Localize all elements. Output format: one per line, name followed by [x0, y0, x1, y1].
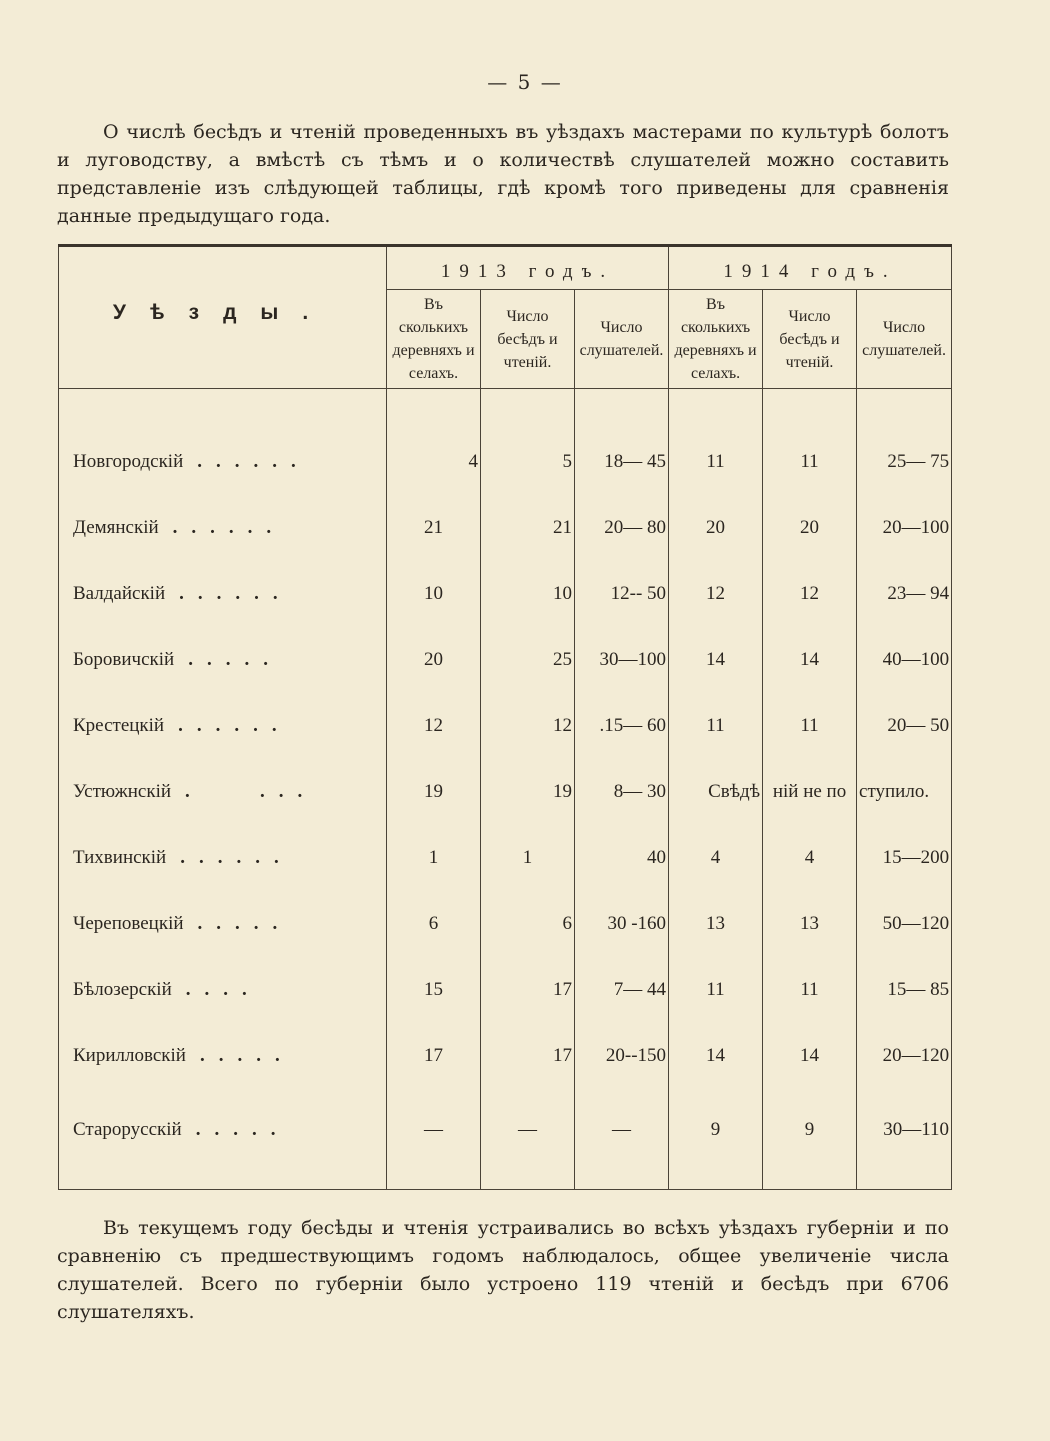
listeners-1913: 20— 80	[575, 495, 669, 561]
talks-1914: 4	[763, 825, 857, 891]
table-row	[59, 1023, 952, 1089]
villages-1914: 14	[669, 1023, 763, 1089]
talks-1913: 17	[481, 1023, 575, 1089]
table-row	[59, 693, 952, 759]
closing-paragraph: Въ текущемъ году бесѣды и чтенія устраивались во всѣхъ уѣздахъ губерніи и по сравненію съ предшествующимъ годомъ наблюдалось, общее увеличеніе числа слушателей. Всего по губерніи было устроено 119 чтеній и бесѣдъ при 6706 слушателяхъ.	[57, 1217, 949, 1323]
talks-1914: 12	[763, 561, 857, 627]
table-row	[59, 957, 952, 1023]
listeners-1913: 20--150	[575, 1023, 669, 1089]
district-name: Тихвинскій ......	[59, 825, 387, 891]
villages-1914: 9	[669, 1089, 763, 1190]
villages-1914: 11	[669, 389, 763, 496]
villages-1914: 12	[669, 561, 763, 627]
villages-1913: 19	[387, 759, 481, 825]
talks-1913: 25	[481, 627, 575, 693]
col-talks-1914: Число бесѣдъ и чтеній.	[763, 290, 857, 389]
listeners-1913: 30 -160	[575, 891, 669, 957]
district-name: Кирилловскій .....	[59, 1023, 387, 1089]
talks-1913: 12	[481, 693, 575, 759]
district-name: Бѣлозерскій ....	[59, 957, 387, 1023]
talks-1913: 5	[481, 389, 575, 496]
intro-paragraph: О числѣ бесѣдъ и чтеній проведенныхъ въ уѣздахъ мастерами по культурѣ болотъ и луговодству, а вмѣстѣ съ тѣмъ и о количествѣ слушателей можно составить представленіе изъ слѣдующей таблицы, гдѣ кромѣ того приведены для сравненія данные предыдущаго года.	[57, 121, 949, 227]
listeners-1914: 20—120	[857, 1023, 952, 1089]
villages-1913: 4	[387, 389, 481, 496]
talks-1913: 19	[481, 759, 575, 825]
listeners-1914: 40—100	[857, 627, 952, 693]
col-villages-1914: Въ сколькихъ деревняхъ и селахъ.	[669, 290, 763, 389]
villages-1913: 15	[387, 957, 481, 1023]
villages-1913: 20	[387, 627, 481, 693]
col-listeners-1914: Число слушателей.	[857, 290, 952, 389]
listeners-1913: 8— 30	[575, 759, 669, 825]
listeners-1914: 25— 75	[857, 389, 952, 496]
table-row	[59, 561, 952, 627]
listeners-1913: —	[575, 1089, 669, 1190]
col-villages-1913: Въ сколькихъ деревняхъ и селахъ.	[387, 290, 481, 389]
table-row	[59, 389, 952, 496]
villages-1913: 21	[387, 495, 481, 561]
villages-1914: 20	[669, 495, 763, 561]
page-number: — 5 —	[487, 70, 563, 94]
villages-1914: 11	[669, 693, 763, 759]
statistics-table-container	[58, 244, 951, 1196]
table-row	[59, 759, 952, 825]
villages-1913: 1	[387, 825, 481, 891]
villages-1914: 4	[669, 825, 763, 891]
listeners-1914: 30—110	[857, 1089, 952, 1190]
listeners-1913: 18— 45	[575, 389, 669, 496]
district-name: Крестецкій ......	[59, 693, 387, 759]
talks-1914: 14	[763, 627, 857, 693]
listeners-1914: 20—100	[857, 495, 952, 561]
villages-1913: 12	[387, 693, 481, 759]
listeners-1913: 12-- 50	[575, 561, 669, 627]
statistics-table	[58, 244, 952, 1190]
col-talks-1913: Число бесѣдъ и чтеній.	[481, 290, 575, 389]
talks-1914: 9	[763, 1089, 857, 1190]
listeners-1913: .15— 60	[575, 693, 669, 759]
talks-1914: ній не по	[763, 759, 857, 825]
table-row	[59, 627, 952, 693]
listeners-1914: ступило.	[857, 759, 952, 825]
listeners-1914: 15— 85	[857, 957, 952, 1023]
listeners-1914: 50—120	[857, 891, 952, 957]
table-row	[59, 891, 952, 957]
villages-1913: 17	[387, 1023, 481, 1089]
district-name: Старорусскій .....	[59, 1089, 387, 1190]
table-row	[59, 495, 952, 561]
listeners-1914: 20— 50	[857, 693, 952, 759]
villages-1914: 13	[669, 891, 763, 957]
talks-1914: 11	[763, 693, 857, 759]
talks-1914: 13	[763, 891, 857, 957]
listeners-1914: 23— 94	[857, 561, 952, 627]
talks-1913: 1	[481, 825, 575, 891]
villages-1914: Свѣдѣ	[669, 759, 763, 825]
talks-1913: 21	[481, 495, 575, 561]
talks-1913: 6	[481, 891, 575, 957]
table-row	[59, 825, 952, 891]
villages-1913: 10	[387, 561, 481, 627]
district-name: Череповецкій .....	[59, 891, 387, 957]
listeners-1914: 15—200	[857, 825, 952, 891]
talks-1914: 14	[763, 1023, 857, 1089]
listeners-1913: 40	[575, 825, 669, 891]
talks-1913: 17	[481, 957, 575, 1023]
district-name: Демянскій ......	[59, 495, 387, 561]
villages-1913: —	[387, 1089, 481, 1190]
district-name: Устюжнскій . ...	[59, 759, 387, 825]
villages-1914: 14	[669, 627, 763, 693]
year-1913-header: 1913 годъ.	[387, 246, 669, 290]
listeners-1913: 30—100	[575, 627, 669, 693]
district-name: Валдайскій ......	[59, 561, 387, 627]
col-listeners-1913: Число слушателей.	[575, 290, 669, 389]
year-1914-header: 1914 годъ.	[669, 246, 952, 290]
talks-1913: —	[481, 1089, 575, 1190]
listeners-1913: 7— 44	[575, 957, 669, 1023]
talks-1914: 20	[763, 495, 857, 561]
district-name: Боровичскій .....	[59, 627, 387, 693]
table-row	[59, 1089, 952, 1190]
talks-1914: 11	[763, 389, 857, 496]
villages-1914: 11	[669, 957, 763, 1023]
district-column-header: Уѣзды.	[59, 246, 387, 389]
villages-1913: 6	[387, 891, 481, 957]
talks-1913: 10	[481, 561, 575, 627]
district-name: Новгородскій ......	[59, 389, 387, 496]
talks-1914: 11	[763, 957, 857, 1023]
